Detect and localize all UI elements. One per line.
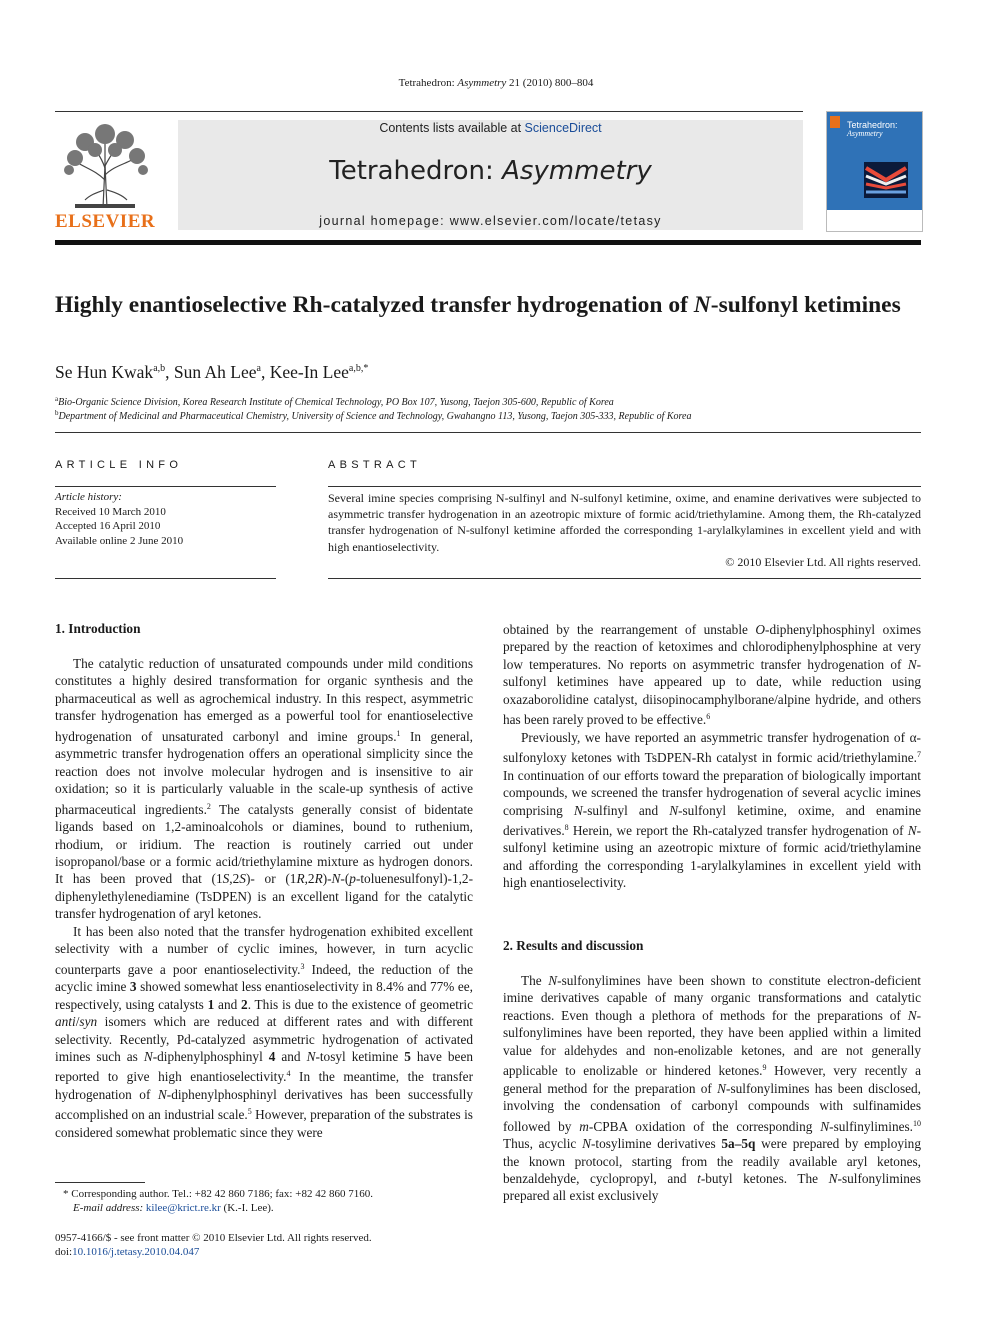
header-divider [55, 111, 803, 112]
article-history: Article history: Received 10 March 2010 Accepted 16 April 2010 Available online 2 June 2010 [55, 491, 184, 547]
abstract-text: Several imine species comprising N-sulfinyl and N-sulfonyl ketimine, oxime, and enamine derivatives were subjected to asymmetric transfer hydrogenation in an azeotropic mixture of formic acid/triethylamine. Among them, the Rh-catalyzed transfer hydrogenation of N-sulfonyl ketimine afforded the corresponding 1-arylalkylamines in excellent yield and with high enantioselectivity. [328, 491, 921, 554]
affiliation: $^a$Bio-Organic Science Division, Korea Research Institute of Chemical Technology, PO Box 107, Yusong, Taejon 305-600, Republic of Korea [55, 395, 614, 408]
author-name[interactable]: Kee-In Lee [269, 362, 349, 382]
journal-cover-thumbnail [826, 111, 923, 232]
results-body: The N-sulfonylimines have been shown to constitute electron-deficient imine derivatives capable of many organic transformations and catalytic reactions. Even though a plethora of methods for the preparations of N-sulfonylimines have been reported, they have been applied within a limited value for aldehydes and non-enolizable ketones, and are not generally applicable to enolizable or hindered ketones.$^9$ However, very recently a general method for the preparation of N-sulfonylimines has been disclosed, involving the condensation of carbonyl compounds with sulfinamides followed by m-CPBA oxidation of the corresponding N-sulfinylimines.$^{10}$ Thus, acyclic N-tosylimine derivatives 5a–5q were prepared by employing the known protocol, starting from the readily available aryl ketones, benzaldehyde, cyclopropyl, and t-butyl ketones. The N-sulfonylimines prepared all exist exclusively [503, 973, 921, 1204]
author-name[interactable]: Sun Ah Lee [173, 362, 257, 382]
abstract-copyright: © 2010 Elsevier Ltd. All rights reserved. [725, 555, 921, 569]
article-title: Highly enantioselective Rh-catalyzed transfer hydrogenation of N-sulfonyl ketimines [55, 292, 901, 318]
cover-footer [827, 210, 922, 231]
journal-title: Tetrahedron: Asymmetry [329, 156, 652, 186]
elsevier-wordmark: ELSEVIER [55, 211, 156, 232]
journal-homepage: journal homepage: www.elsevier.com/locate/tetasy [319, 214, 662, 228]
footnotes: * Corresponding author. Tel.: +82 42 860 7186; fax: +82 42 860 7160. E-mail address: kilee@krict.re.kr (K.-I. Lee). [63, 1188, 373, 1214]
journal-banner [178, 120, 803, 230]
article-info-heading: ARTICLE INFO [55, 459, 183, 471]
journal-citation: Tetrahedron: Asymmetry 21 (2010) 800–804 [398, 77, 594, 89]
affiliation: $^b$Department of Medicinal and Pharmaceutical Chemistry, University of Science and Technology, Gwahangno 113, Yusong, Taejon 305-333, Republic of Korea [55, 409, 692, 422]
author-name[interactable]: Se Hun Kwak [55, 362, 154, 382]
intro-body: The catalytic reduction of unsaturated compounds under mild conditions constitutes a highly desired transformation for organic synthesis and the pharmaceutical as well as agrochemical industry. In this respect, asymmetric transfer hydrogenation has emerged as a powerful tool for enantioselective hydrogenation of unsaturated carbonyl and imine groups.$^1$ In general, asymmetric transfer hydrogenation offers an operational simplicity since the reaction does not involve molecular hydrogen and is insensitive to air oxidation; so it is particularly valuable in the scale-up synthesis of active pharmaceutical ingredients.$^2$ The catalysts generally consist of bidentate ligands based on 1,2-aminoalcohols or diamines, bound to ruthenium, rhodium, or iridium. The reaction is routinely carried out under isopropanol/base or a formic acid/triethylamine mixture as hydrogen donors. It has been proved that (1S,2S)- or (1R,2R)-N-(p-toluenesulfonyl)-1,2-diphenylethylenediamine (TsDPEN) is an excellent ligand for the catalytic transfer hydrogenation of aryl ketones. It has been also noted that the transfer hydrogenation exhibited excellent selectivity with a number of cyclic imines, however, in turn acyclic counterparts gave a poor enantioselectivity.$^3$ Indeed, the reduction of the acyclic imine 3 showed somewhat less enantioselectivity in 8.4% and 77% ee, respectively, using catalysts 1 and 2. This is due to the existence of geometric anti/syn isomers which are reduced at different rates and with different selectivity. Recently, Pd-catalyzed asymmetric hydrogenation of activated imines such as N-diphenylphosphinyl 4 and N-tosyl ketimine 5 have been reported to give high enantioselectivity.$^4$ In the meantime, the transfer hydrogenation of N-diphenylphosphinyl derivatives has been successfully accomplished on an industrial scale.$^5$ However, preparation of the substrates is considered somewhat problematic since they were [55, 656, 474, 1140]
doi-link[interactable]: 10.1016/j.tetasy.2010.04.047 [72, 1246, 200, 1258]
cover-subtitle: Asymmetry [847, 129, 883, 138]
abstract-heading: ABSTRACT [328, 459, 422, 471]
header-rule [55, 240, 921, 245]
homepage-link[interactable]: www.elsevier.com/locate/tetasy [449, 214, 662, 228]
intro-body-continued: obtained by the rearrangement of unstable O-diphenylphosphinyl oximes prepared by the reaction of ketoximes and chlorodiphenylphosphine at very low temperatures. No reports on asymmetric transfer hydrogenation of N-sulfonyl ketimines have appeared up to date, while reduction using oxazaborolidine catalyst, diisopinocamphylborane/alpine hydride, and others has been rarely proved to be effective.$^6$ Previously, we have reported an asymmetric transfer hydrogenation of α-sulfonyloxy ketones with TsDPEN-Rh catalyst in formic acid/triethylamine.$^7$ In continuation of our efforts toward the preparation of biologically important compounds, we screened the transfer hydrogenation of several acyclic imines comprising N-sulfinyl and N-sulfonyl ketimine, oxime, and enamine derivatives.$^8$ Herein, we report the Rh-catalyzed transfer hydrogenation of N-sulfonyl ketimine using an azeotropic mixture of formic acid/triethylamine and affording the corresponding 1-arylalkylamines in excellent yield with high enantioselectivity. [503, 622, 922, 891]
footnote-divider [55, 1182, 145, 1183]
front-matter: 0957-4166/$ - see front matter © 2010 Elsevier Ltd. All rights reserved. doi:10.1016/j.tetasy.2010.04.047 [55, 1232, 372, 1258]
cover-seal-icon [830, 116, 840, 128]
sciencedirect-link[interactable]: ScienceDirect [524, 121, 602, 135]
section-heading: 1. Introduction [55, 621, 141, 636]
section-divider [55, 432, 921, 433]
contents-line: Contents lists available at ScienceDirect [379, 121, 602, 135]
info-divider [55, 486, 276, 487]
section-heading: 2. Results and discussion [503, 938, 644, 953]
email-link[interactable]: kilee@krict.re.kr [145, 1202, 221, 1214]
info-divider [55, 578, 276, 579]
author-list: Se Hun Kwak$^{a,b}$, Sun Ah Lee$^a$, Kee-In Lee$^{a,b,*}$ [55, 362, 369, 382]
cover-art-icon [864, 162, 908, 203]
cover-title: Tetrahedron: [847, 120, 898, 130]
abstract-divider [328, 578, 921, 579]
abstract-divider [328, 486, 921, 487]
